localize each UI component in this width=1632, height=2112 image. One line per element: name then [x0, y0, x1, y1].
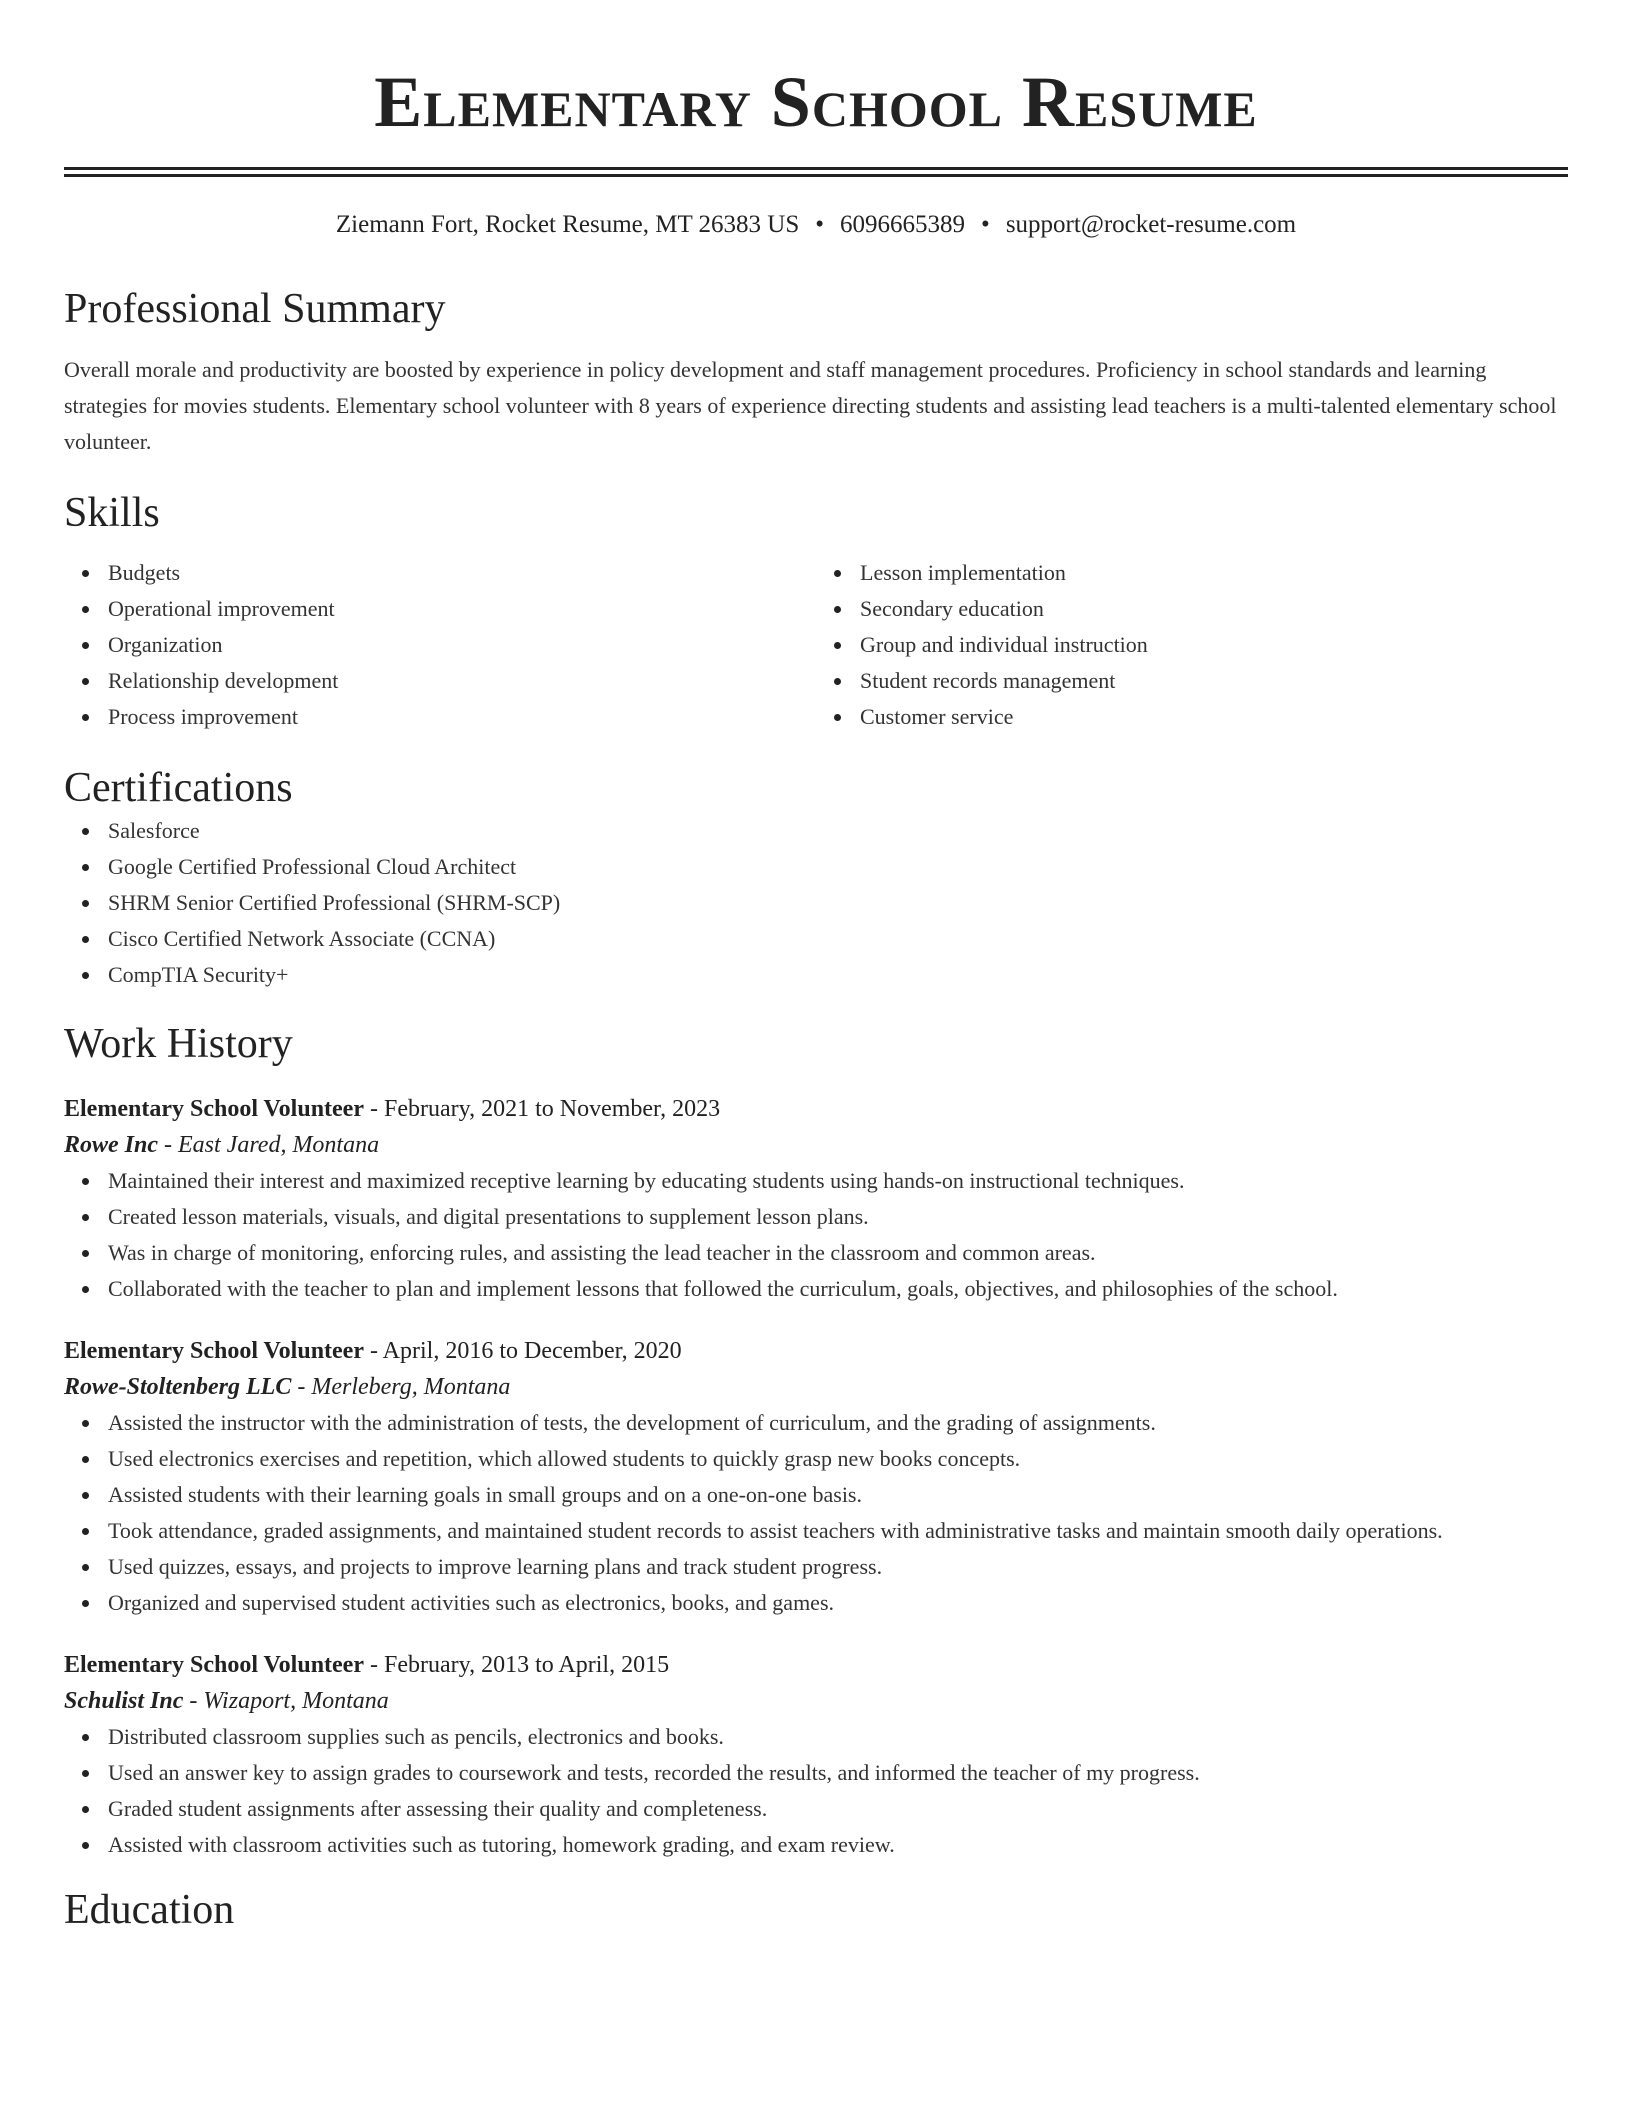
education-section: [64, 1885, 1568, 1935]
bullet-icon: [82, 606, 89, 613]
bullet-icon: [834, 714, 841, 721]
skill-item: [860, 663, 1568, 699]
job-bullet-text: Used quizzes, essays, and projects to improve learning plans and track student progress.: [108, 1554, 883, 1579]
bullet-icon: [82, 1770, 89, 1777]
bullet-icon: [82, 1456, 89, 1463]
bullet-icon: [82, 1842, 89, 1849]
education-heading: Education: [64, 1887, 235, 1933]
job-dash: -: [364, 1652, 384, 1678]
certification-item: [108, 849, 1568, 885]
job-location: East Jared, Montana: [178, 1132, 380, 1158]
bullet-icon: [82, 972, 89, 979]
job-bullet: [108, 1441, 1568, 1477]
work-history-section: [64, 1019, 1568, 1863]
job-bullet: [108, 1199, 1568, 1235]
skill-item: [108, 699, 816, 735]
skill-item: [108, 627, 816, 663]
bullet-icon: [82, 1806, 89, 1813]
job-bullet: [108, 1755, 1568, 1791]
job-bullet-text: Took attendance, graded assignments, and maintained student records to assist teachers with administrative tasks and maintain smooth daily operations.: [108, 1518, 1443, 1543]
skills-grid: [64, 555, 1568, 735]
job-bullet-text: Assisted students with their learning goals in small groups and on a one-on-one basis.: [108, 1482, 862, 1507]
job-dash: -: [183, 1688, 204, 1714]
skill-label: Organization: [108, 632, 223, 657]
job-bullet-text: Was in charge of monitoring, enforcing rules, and assisting the lead teacher in the classroom and common areas.: [108, 1240, 1096, 1265]
job-dash: -: [158, 1132, 179, 1158]
bullet-icon: [82, 1250, 89, 1257]
bullet-icon: [82, 1492, 89, 1499]
job-dates: February, 2021 to November, 2023: [384, 1096, 721, 1122]
job-bullet: [108, 1235, 1568, 1271]
resume-title: Elementary School Resume: [374, 62, 1258, 142]
job-title-line: [64, 1647, 1568, 1683]
job-title-line: [64, 1091, 1568, 1127]
bullet-icon: [82, 1178, 89, 1185]
bullet-icon: [834, 570, 841, 577]
certification-item: [108, 885, 1568, 921]
job-bullet-text: Collaborated with the teacher to plan and implement lessons that followed the curriculum, goals, objectives, and philosophies of the school.: [108, 1276, 1338, 1301]
skills-column-right: [816, 555, 1568, 735]
job-entry: [64, 1647, 1568, 1863]
job-bullet: [108, 1791, 1568, 1827]
job-location: Merleberg, Montana: [311, 1374, 511, 1400]
bullet-icon: [82, 828, 89, 835]
bullet-icon: [834, 606, 841, 613]
bullet-icon: [82, 900, 89, 907]
job-bullets: [64, 1405, 1568, 1621]
job-company: Schulist Inc: [64, 1688, 184, 1714]
skill-label: Student records management: [860, 668, 1116, 693]
skill-label: Process improvement: [108, 704, 299, 729]
job-title: Elementary School Volunteer: [64, 1096, 364, 1122]
job-dash: -: [291, 1374, 312, 1400]
bullet-icon: [82, 1734, 89, 1741]
job-company-line: [64, 1369, 1568, 1405]
bullet-icon: [82, 936, 89, 943]
skill-item: [108, 591, 816, 627]
job-title: Elementary School Volunteer: [64, 1338, 364, 1364]
job-bullet-text: Graded student assignments after assessing their quality and completeness.: [108, 1796, 768, 1821]
job-bullets: [64, 1163, 1568, 1307]
contact-address: Ziemann Fort, Rocket Resume, MT 26383 US: [335, 211, 800, 238]
job-bullet-text: Used electronics exercises and repetition, which allowed students to quickly grasp new books concepts.: [108, 1446, 1021, 1471]
certification-label: Cisco Certified Network Associate (CCNA): [108, 926, 496, 951]
skill-label: Operational improvement: [108, 596, 335, 621]
skills-list-right: [816, 555, 1568, 735]
certification-item: [108, 957, 1568, 993]
job-bullets: [64, 1719, 1568, 1863]
skills-heading: Skills: [64, 490, 160, 536]
job-dash: -: [364, 1338, 383, 1364]
skills-column-left: [64, 555, 816, 735]
certification-label: CompTIA Security+: [108, 962, 289, 987]
job-bullet-text: Assisted the instructor with the administration of tests, the development of curriculum, and the grading of assignments.: [108, 1410, 1156, 1435]
contact-line: [64, 209, 1568, 241]
job-bullet: [108, 1405, 1568, 1441]
job-company: Rowe Inc: [64, 1132, 159, 1158]
contact-separator: •: [815, 211, 825, 238]
job-title-line: [64, 1333, 1568, 1369]
bullet-icon: [834, 678, 841, 685]
job-bullet-text: Used an answer key to assign grades to coursework and tests, recorded the results, and informed the teacher of my progress.: [108, 1760, 1200, 1785]
job-bullet: [108, 1827, 1568, 1863]
certifications-heading: Certifications: [64, 765, 293, 811]
bullet-icon: [82, 864, 89, 871]
bullet-icon: [82, 1600, 89, 1607]
job-bullet: [108, 1719, 1568, 1755]
skill-item: [860, 591, 1568, 627]
job-company: Rowe-Stoltenberg LLC: [64, 1374, 292, 1400]
bullet-icon: [82, 1528, 89, 1535]
contact-separator: •: [981, 211, 990, 238]
job-bullet: [108, 1585, 1568, 1621]
job-bullet: [108, 1271, 1568, 1307]
bullet-icon: [82, 1564, 89, 1571]
skill-item: [860, 555, 1568, 591]
bullet-icon: [82, 1286, 89, 1293]
skill-label: Secondary education: [860, 596, 1044, 621]
skill-item: [860, 699, 1568, 735]
bullet-icon: [82, 570, 89, 577]
bullet-icon: [82, 642, 89, 649]
job-bullet-text: Organized and supervised student activities such as electronics, books, and games.: [108, 1590, 835, 1615]
skill-label: Group and individual instruction: [860, 632, 1148, 657]
bullet-icon: [82, 1214, 89, 1221]
skill-label: Lesson implementation: [860, 560, 1066, 585]
contact-phone[interactable]: 6096665389: [840, 211, 966, 238]
job-bullet: [108, 1549, 1568, 1585]
job-entry: [64, 1091, 1568, 1307]
skill-label: Relationship development: [108, 668, 339, 693]
summary-section: [64, 284, 1568, 460]
job-dash: -: [364, 1096, 384, 1122]
job-bullet-text: Assisted with classroom activities such as tutoring, homework grading, and exam review.: [108, 1832, 895, 1857]
summary-text: Overall morale and productivity are boosted by experience in policy development and staff management procedures. Proficiency in school standards and learning strategies for movies students. Elementary school volunteer with 8 years of experience directing students and assisting lead teachers is a multi-talented elementary school volunteer.: [64, 357, 1557, 454]
job-entry: [64, 1333, 1568, 1621]
job-company-line: [64, 1127, 1568, 1163]
job-dates: February, 2013 to April, 2015: [384, 1652, 670, 1678]
skills-section: [64, 488, 1568, 735]
title-divider: [64, 167, 1568, 177]
bullet-icon: [82, 714, 89, 721]
bullet-icon: [82, 1420, 89, 1427]
job-bullet: [108, 1477, 1568, 1513]
skill-label: Customer service: [860, 704, 1014, 729]
job-bullet-text: Maintained their interest and maximized receptive learning by educating students using hands-on instructional techniques.: [108, 1168, 1185, 1193]
job-bullet: [108, 1163, 1568, 1199]
certification-item: [108, 921, 1568, 957]
certifications-section: [64, 763, 1568, 993]
skill-item: [108, 663, 816, 699]
certifications-list: [64, 813, 1568, 993]
skill-item: [860, 627, 1568, 663]
certification-label: SHRM Senior Certified Professional (SHRM-SCP): [108, 890, 561, 915]
work-history-heading: Work History: [64, 1021, 293, 1067]
job-company-line: [64, 1683, 1568, 1719]
skill-label: Budgets: [108, 560, 181, 585]
bullet-icon: [834, 642, 841, 649]
certification-label: Salesforce: [108, 818, 200, 843]
job-bullet-text: Distributed classroom supplies such as pencils, electronics and books.: [108, 1724, 724, 1749]
job-bullet: [108, 1513, 1568, 1549]
job-location: Wizaport, Montana: [203, 1688, 389, 1714]
certification-item: [108, 813, 1568, 849]
summary-heading: Professional Summary: [64, 286, 446, 332]
certification-label: Google Certified Professional Cloud Architect: [108, 854, 517, 879]
job-bullet-text: Created lesson materials, visuals, and digital presentations to supplement lesson plans.: [108, 1204, 869, 1229]
skill-item: [108, 555, 816, 591]
job-dates: April, 2016 to December, 2020: [382, 1338, 682, 1364]
skills-list-left: [64, 555, 816, 735]
bullet-icon: [82, 678, 89, 685]
job-title: Elementary School Volunteer: [64, 1652, 364, 1678]
contact-email[interactable]: support@rocket-resume.com: [1005, 211, 1297, 238]
